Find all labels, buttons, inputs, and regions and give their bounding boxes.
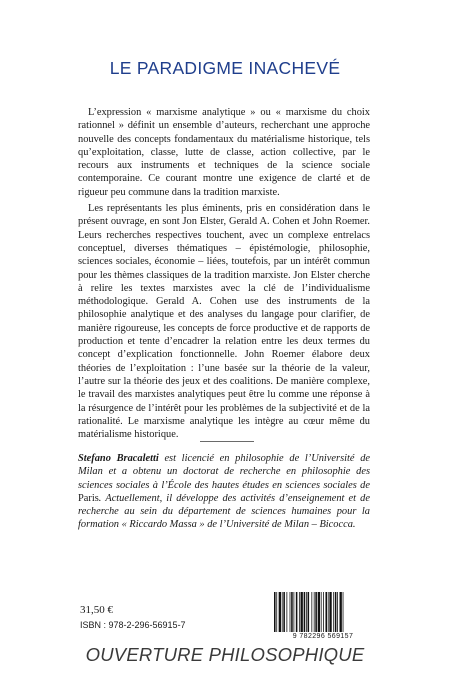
collection-name: OUVERTURE PHILOSOPHIQUE	[85, 644, 365, 665]
summary-paragraph-2: Les représentants les plus éminents, pris en considération dans le présent ouvrage, en sont Jon Elster, Gerald A. Cohen et John Roemer. Leurs recherches respectives touchent, avec un complexe entrelacs conceptuel, diverses thématiques – épistémologie, philosophie, sciences sociales, économie – liées, toutefois, par un intérêt commun pour les thèmes classiques de la tradition marxiste. Jon Elster cherche à relire les textes marxistes avec la clé de l’individualisme méthodologique. Gerald A. Cohen use des instruments de la philosophie analytique et des analyses du langage pour clarifier, de manière rigoureuse, les concepts de force productive et de rapports de production et tente d’encadrer la relation entre les deux termes du concept d’explication fonctionnelle. John Roemer élabore deux théories de l’exploitation : l’une basée sur la théorie de la valeur, l’autre sur la théorie des jeux et des coalitions. De manière complexe, le travail des marxistes analytiques peut être lu comme une réponse à la résurgence de l’intérêt pour les problèmes de la subjectivité et de la rationalité. Le marxisme analytique les intègre au cœur même du matérialisme historique.	[78, 203, 370, 441]
author-bio-city: Paris	[78, 492, 99, 504]
book-title: LE PARADIGME INACHEVÉ	[109, 58, 341, 78]
barcode	[272, 592, 372, 632]
barcode-number: 9 782296 569157	[292, 633, 354, 640]
author-bio	[78, 452, 370, 532]
author-bio-text-1: est licencié en philosophie de l’Université de Milan et a obtenu un doctorat de recherche en philosophie des sciences sociales à l’École des hautes études en sciences sociales de	[78, 453, 371, 491]
back-cover-summary	[78, 106, 370, 441]
author-bio-text-2: . Actuellement, il développe des activités d’enseignement et de recherche au sein du département de sciences humaines pour la formation « Riccardo Massa » de l’Université de Milan – Bicocca.	[78, 492, 370, 531]
section-divider	[200, 441, 254, 442]
summary-paragraph-1: L’expression « marxisme analytique » ou « marxisme du choix rationnel » définit un ensemble d’auteurs, recherchant une approche nouvelle des concepts fondamentaux du matérialisme historique, tels qu’exploitation, classe, lutte de classe, action collective, par le recours aux instruments et techniques de la science sociale contemporaine. Ce courant montre une exigence de clarté et de rigueur peu commune dans la tradition marxiste.	[78, 107, 370, 198]
isbn: ISBN : 978-2-296-56915-7	[80, 620, 186, 630]
barcode-graphic	[272, 592, 372, 632]
price: 31,50 €	[80, 604, 113, 616]
author-name: Stefano Bracaletti	[78, 453, 159, 464]
